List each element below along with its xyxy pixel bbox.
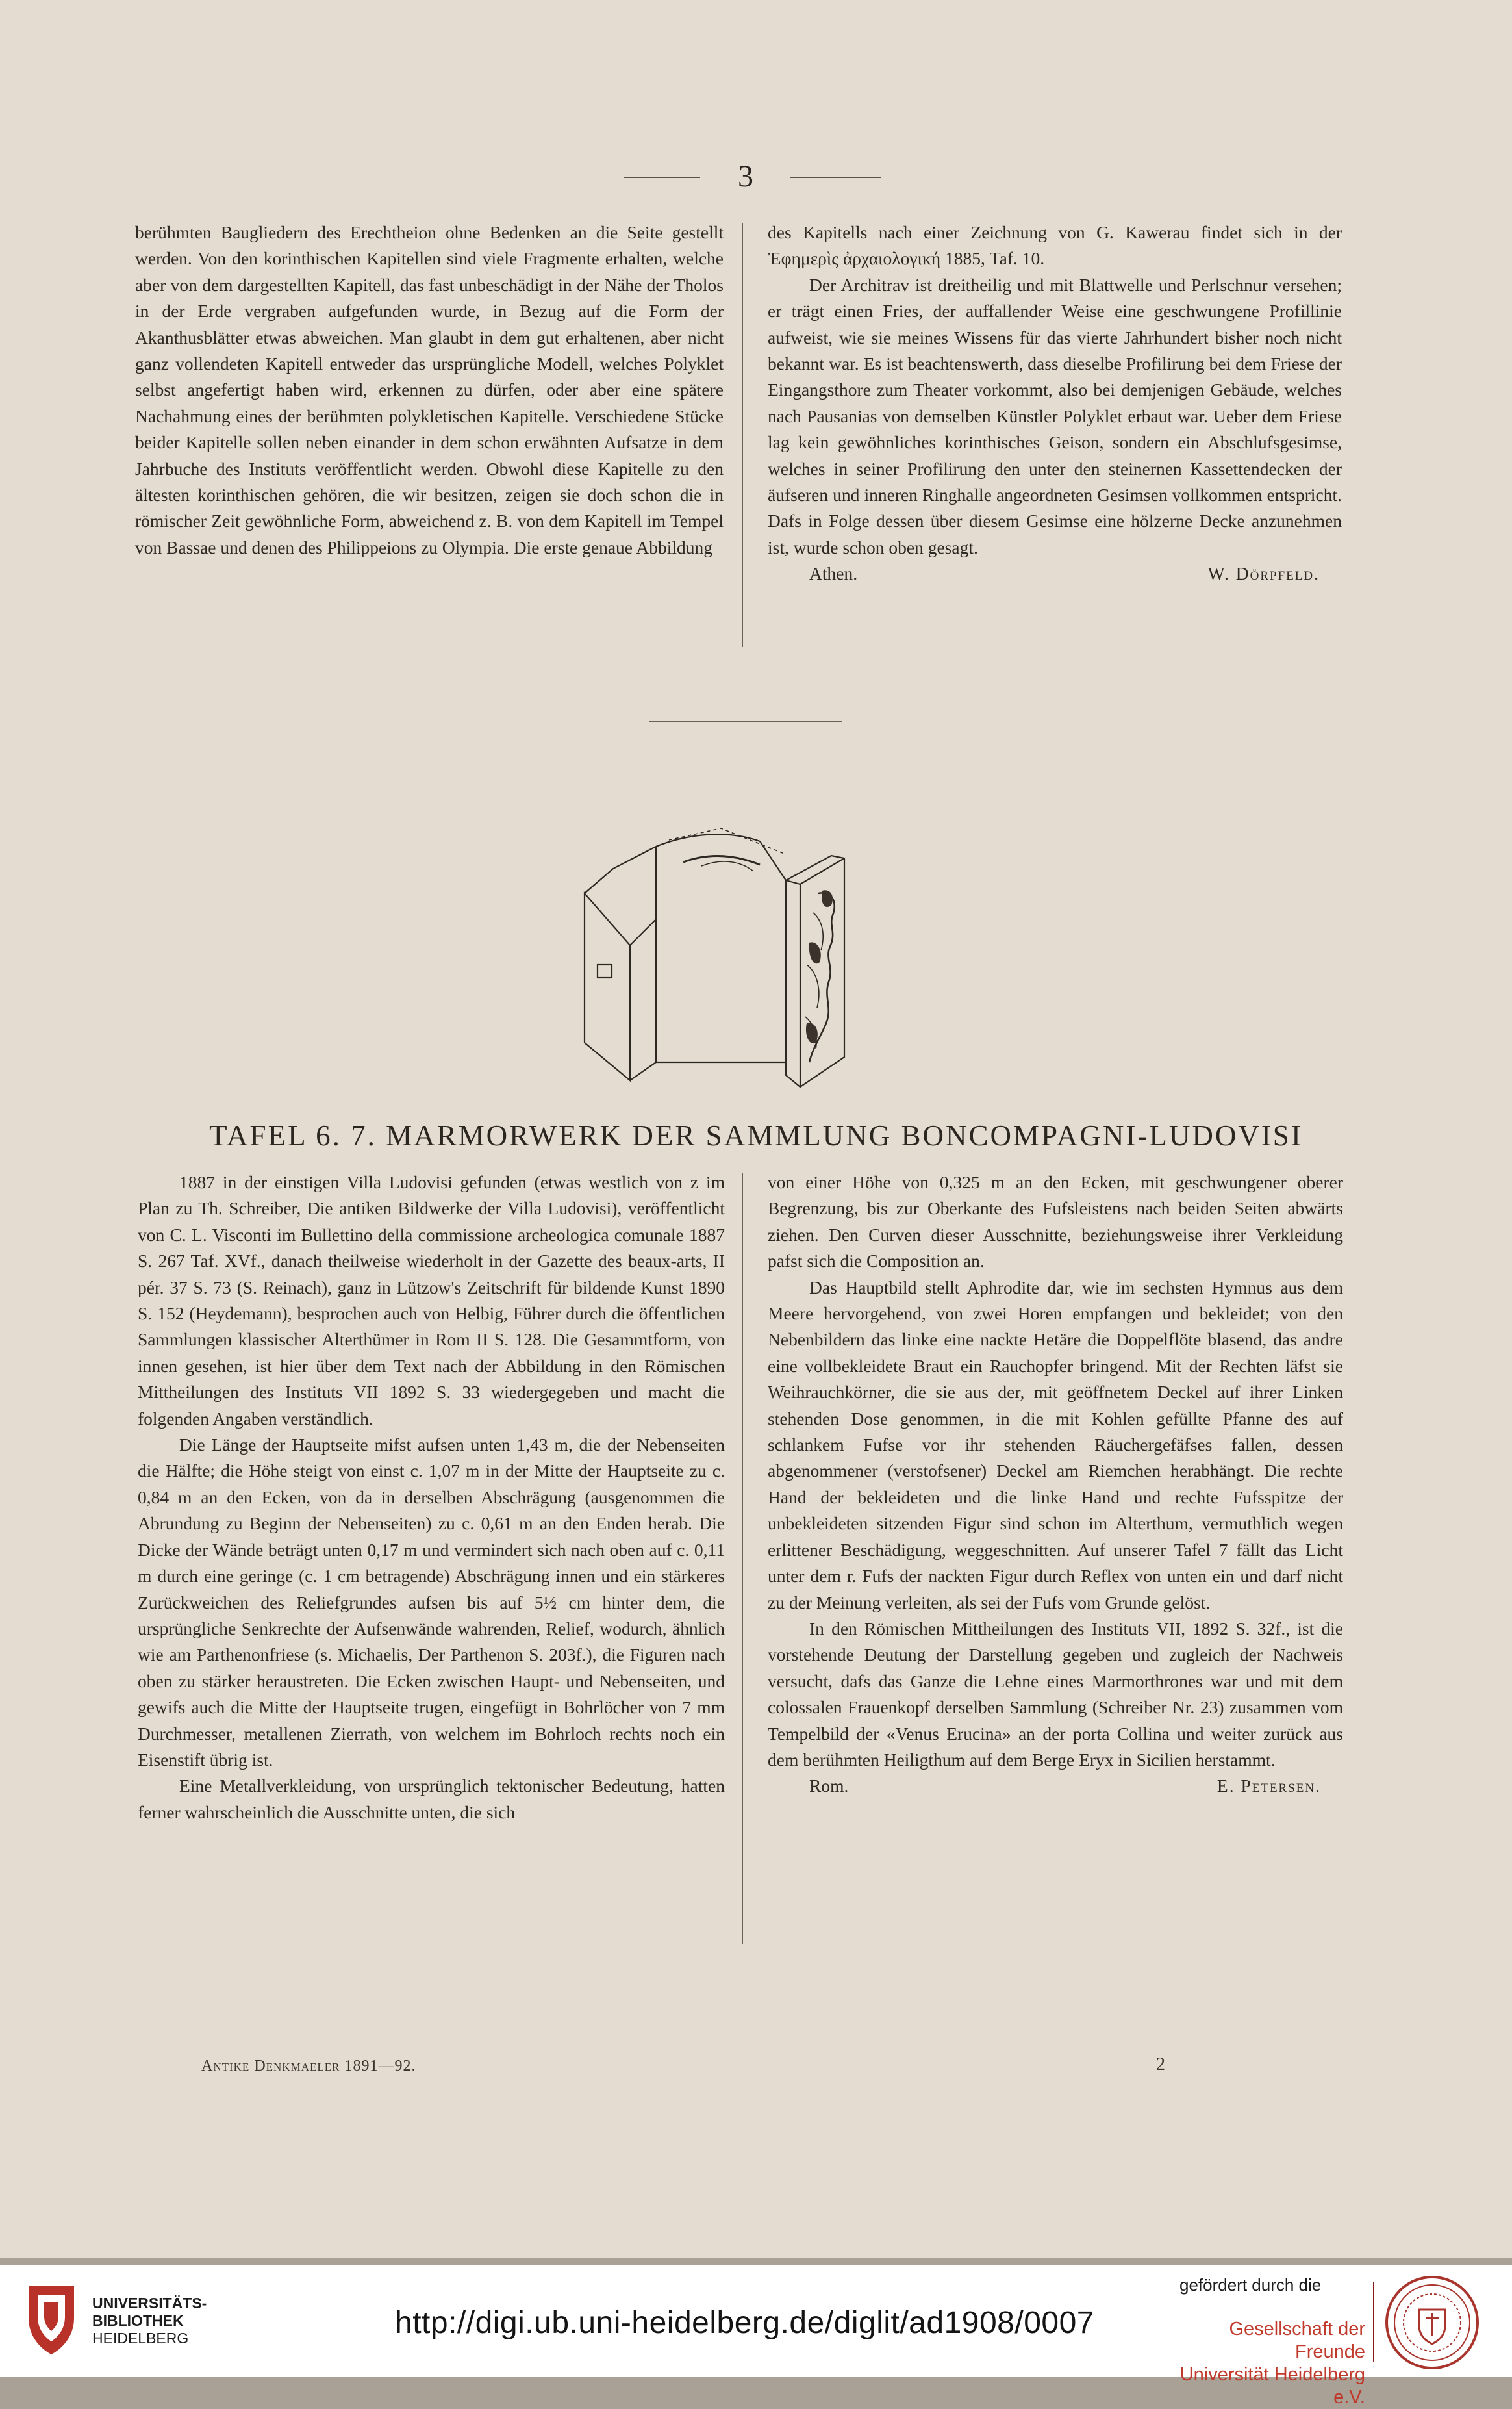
section-separator — [649, 721, 842, 722]
sponsor-line: Gesellschaft der Freunde — [1229, 2319, 1365, 2362]
page-number: 3 — [738, 159, 753, 194]
sponsor-line: Universität Heidelberg e.V. — [1179, 2364, 1365, 2408]
signature-place: Rom. — [809, 1776, 849, 1796]
plate-title: TAFEL 6. 7. MARMORWERK DER SAMMLUNG BONCOMPAGNI-LUDOVISI — [209, 1119, 1303, 1152]
institution-name — [92, 2295, 207, 2347]
header-rule-left — [624, 177, 700, 178]
banner-divider — [1373, 2282, 1374, 2362]
institution-line: HEIDELBERG — [92, 2330, 189, 2347]
marble-throne-drawing — [572, 828, 935, 1088]
ub-heidelberg-logo-icon — [16, 2279, 87, 2357]
page-header — [0, 157, 1512, 196]
paragraph: Die Länge der Hauptseite mifst aufsen unten 1,43 m, die der Nebenseiten die Hälfte; die Höhe steigt von einst c. 1,07 m in der Mitte der Hauptseite zu c. 0,84 m an den Ecken, von da in derselben Abschrägung (ausgenommen die Abrundung zu Beginn der Nebenseiten) zu c. 0,61 m an den Enden herab. Die Dicke der Wände beträgt unten 0,17 m und vermindert sich nach oben auf c. 0,11 m durch eine geringe (c. 1 cm betragende) Abschrägung innen und ein stärkeres Zurückweichen des Reliefgrundes aufsen bis auf 5½ cm hinter dem, die ursprüngliche Senkrechte der Aufsenwände wahrenden, Relief, wodurch, ähnlich wie am Parthenonfriese (s. Michaelis, Der Parthenon S. 203f.), die Figuren nach oben zu stärker heraustreten. Die Ecken zwischen Haupt- und Nebenseiten, und gewifs auch die Mitte der Hauptseite trugen, eingefügt in Bohrlöcher von 7 mm Durchmesser, metallenen Zierrath, von welchem im Bohrloch rechts noch ein Eisenstift übrig ist. — [138, 1434, 725, 1770]
university-seal-icon — [1383, 2274, 1481, 2371]
footer-publication: Antike Denkmaeler 1891—92. — [201, 2058, 416, 2074]
institution-line: UNIVERSITÄTS- — [92, 2295, 207, 2312]
sponsor-name[interactable] — [1177, 2318, 1365, 2409]
top-right-column — [768, 220, 1342, 587]
sponsor-label: gefördert durch die — [1179, 2275, 1322, 2295]
paragraph: Das Hauptbild stellt Aphrodite dar, wie im sechsten Hymnus aus dem Meere hervorgehend, von zwei Horen empfangen und bekleidet; von den Nebenbildern das linke eine nackte Hetäre die Doppelflöte blasend, das andre eine vollbekleidete Braut ein Rauchopfer bringend. Mit der Rechten läfst sie Weihrauchkörner, die sie aus der, mit geöffnetem Deckel auf ihrer Linken stehenden Dose genommen, in die mit Kohlen gefüllte Pfanne des auf schlankem Fufse vor ihr stehenden Räuchergefäfses fallen, dessen abgenommener (verstofsener) Deckel am Riemchen herabhängt. Die rechte Hand der bekleideten und die linke Hand und rechte Fufsspitze der unbekleideten sitzenden Figur sind schon im Alterthum, vermuthlich wegen erlittener Beschädigung, weggeschnitten. Auf unserer Tafel 7 fällt das Licht unter dem r. Fufs der nackten Figur durch Reflex von unten ein und darf nicht zu der Meinung verleiten, als sei der Fufs vom Grunde gelöst. — [768, 1277, 1343, 1612]
column-divider — [742, 223, 743, 647]
signature-author: E. Petersen. — [1216, 1776, 1321, 1796]
header-rule-right — [790, 177, 881, 178]
paragraph: 1887 in der einstigen Villa Ludovisi gefunden (etwas westlich von z im Plan zu Th. Schreiber, Die antiken Bildwerke der Villa Ludovisi), veröffentlicht von C. L. Visconti im Bullettino della commissione archeologica comunale 1887 S. 267 Taf. XVf., danach theilweise wiederholt in der Gazette des beaux-arts, II pér. 37 S. 73 (S. Reinach), ganz in Lützow's Zeitschrift für bildende Kunst 1890 S. 152 (Heydemann), besprochen auch von Helbig, Führer durch die öffentlichen Sammlungen klassischer Alterthümer in Rom II S. 128. Die Gesammtform, von innen gesehen, ist hier über dem Text nach der Abbildung in den Römischen Mittheilungen des Instituts VII 1892 S. 33 wiedergegeben und macht die folgenden Angaben verständlich. — [138, 1172, 725, 1429]
signature — [768, 1773, 1343, 1799]
paragraph: berühmten Baugliedern des Erechtheion ohne Bedenken an die Seite gestellt werden. Von den korinthischen Kapitellen sind viele Fragmente erhalten, welche aber von dem dargestellten Kapitell, das fast unbeschädigt in der Nähe der Tholos in der Erde vergraben aufgefunden wurde, in Bezug auf die Form der Akanthusblätter etwas abweichen. Man glaubt in dem gut erhaltenen, aber nicht ganz vollendeten Kapitell entweder das ursprüngliche Modell, welches Polyklet selbst angefertigt haben wird, erkennen zu dürfen, oder aber eine spätere Nachahmung eines der berühmten polykletischen Kapitelle. Verschiedene Stücke beider Kapitelle sollen neben einander in dem schon erwähnten Aufsatze in dem Jahrbuche des Instituts veröffentlicht werden. Obwohl diese Kapitelle zu den ältesten korinthischen gehören, die wir besitzen, zeigen sie doch schon die in römischer Zeit gewöhnliche Form, abweichend z. B. von dem Kapitell im Tempel von Bassae und denen des Philippeions zu Olympia. Die erste genaue Abbildung — [135, 222, 724, 557]
bottom-right-column — [768, 1169, 1343, 1800]
paragraph: von einer Höhe von 0,325 m an den Ecken, mit geschwungener oberer Begrenzung, bis zur Oberkante des Fufsleistens nach beiden Seiten abwärts ziehen. Den Curven dieser Ausschnitte, beziehungsweise ihrer Verkleidung pafst sich die Composition an. — [768, 1172, 1343, 1271]
bottom-left-column — [138, 1169, 725, 1826]
signature — [768, 561, 1342, 587]
institution-line: BIBLIOTHEK — [92, 2312, 184, 2329]
digitization-banner — [0, 2265, 1512, 2408]
column-divider — [742, 1173, 743, 1944]
footer-sheet-number: 2 — [1156, 2054, 1165, 2074]
permalink-url[interactable]: http://digi.ub.uni-heidelberg.de/diglit/ad1908/0007 — [395, 2306, 1094, 2340]
paragraph: des Kapitells nach einer Zeichnung von G. Kawerau findet sich in der Ἐφημερὶς ἀρχαιολογική 1885, Taf. 10. — [768, 222, 1342, 269]
paragraph: In den Römischen Mittheilungen des Instituts VII, 1892 S. 32f., ist die vorstehende Deutung der Darstellung gegeben und zugleich der Nachweis versucht, dafs das Ganze die Lehne eines Marmorthrones war und mit dem colossalen Frauenkopf derselben Sammlung (Schreiber Nr. 23) zusammen vom Tempelbild der «Venus Erucina» an der porta Collina und weiter zurück aus dem berühmten Heiligthum auf dem Berge Eryx in Sicilien herstammt. — [768, 1618, 1343, 1770]
paragraph: Der Architrav ist dreitheilig und mit Blattwelle und Perlschnur versehen; er trägt einen Fries, der auffallender Weise eine geschwungene Profillinie aufweist, wie sie meines Wissens für das vierte Jahrhundert bisher noch nicht bekannt war. Es ist beachtenswerth, dass dieselbe Profilirung bei dem Friese der Eingangsthore zum Theater vorkommt, also bei demjenigen Gebäude, welches nach Pausanias von demselben Künstler Polyklet erbaut war. Ueber dem Friese lag kein gewöhnliches korinthisches Geison, sondern ein Abschlufsgesimse, welches in seiner Profilirung den unter den steinernen Kassettendecken der äufseren und inneren Ringhalle angeordneten Gesimsen vollkommen entspricht. Dafs in Folge dessen über diesem Gesimse eine hölzerne Decke anzunehmen ist, wurde schon oben gesagt. — [768, 274, 1342, 557]
paragraph: Eine Metallverkleidung, von ursprünglich tektonischer Bedeutung, hatten ferner wahrscheinlich die Ausschnitte unten, die sich — [138, 1776, 725, 1822]
top-left-column — [135, 220, 724, 561]
signature-author: W. Dörpfeld. — [1207, 563, 1320, 584]
signature-place: Athen. — [809, 563, 858, 584]
